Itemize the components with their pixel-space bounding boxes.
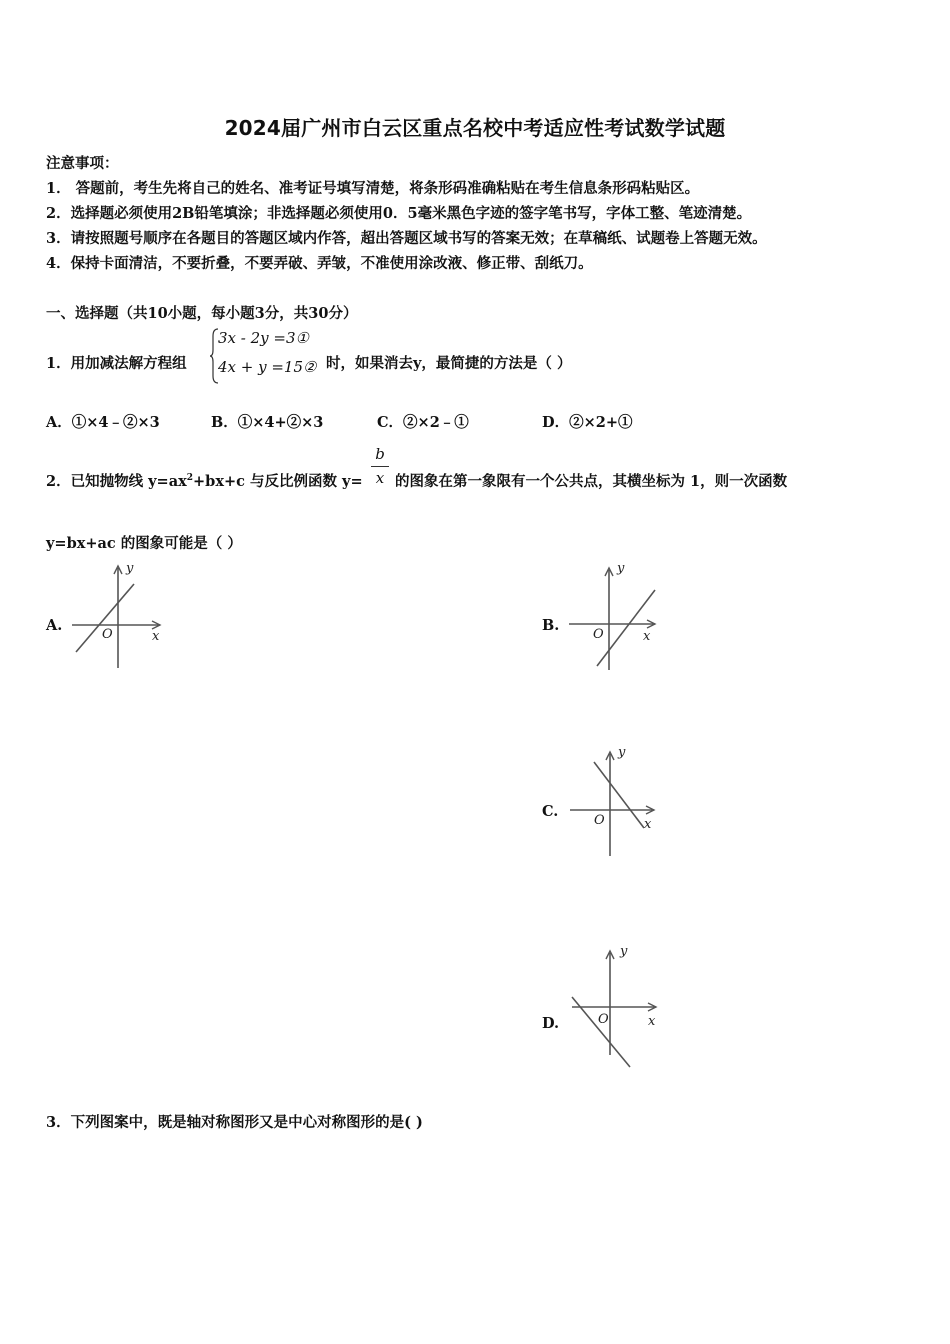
x-axis-label: x [644,817,652,832]
x-axis-label: x [643,629,651,644]
section-heading: 一、选择题（共10小题，每小题3分，共30分） [46,305,358,322]
x-axis-label: x [648,1014,656,1029]
q2-prefix-text: 2．已知抛物线 y=ax [46,473,187,490]
q2-graph-b[interactable] [565,562,665,672]
origin-label: O [102,627,113,642]
origin-label: O [593,627,604,642]
y-axis-label: y [618,745,626,760]
q1-suffix: 时，如果消去y，最简捷的方法是（ ） [326,355,572,372]
notice-item-3: 3．请按照题号顺序在各题目的答题区域内作答，超出答题区域书写的答案无效；在草稿纸、试题卷上答题无效。 [46,230,767,247]
y-axis-label: y [617,561,625,576]
fraction-denominator: x [375,469,385,487]
notice-item-2: 2．选择题必须使用2B铅笔填涂；非选择题必须使用0．5毫米黑色字迹的签字笔书写，字体工整、笔迹清楚。 [46,205,752,222]
q2-prefix [46,470,363,491]
notice-item-1: 1． 答题前，考生先将自己的姓名、准考证号填写清楚，将条形码准确粘贴在考生信息条形码粘贴区。 [46,180,700,197]
q2-graph-a[interactable] [70,560,170,670]
fraction-numerator: b [375,445,385,463]
fraction-b-over-x [371,444,389,487]
equation-2: 4x + y =15② [218,358,317,376]
y-axis-label: y [126,561,134,576]
q1-option-a[interactable]: A．①×4﹣②×3 [46,414,160,431]
q2-option-c-label[interactable]: C. [542,803,559,820]
y-axis-label: y [620,944,628,959]
notice-heading: 注意事项： [46,155,119,172]
origin-label: O [598,1012,609,1027]
fraction-bar [371,466,389,467]
equation-1: 3x - 2y =3① [218,329,309,347]
notice-item-4: 4．保持卡面清洁，不要折叠，不要弄破、弄皱，不准使用涂改液、修正带、刮纸刀。 [46,255,593,272]
q2-graph-c[interactable] [568,745,668,858]
q1-option-c[interactable]: C．②×2﹣① [377,414,469,431]
q2-option-a-label[interactable]: A. [46,617,63,634]
q2-line2: y=bx+ac 的图象可能是（ ） [46,535,242,552]
q1-option-b[interactable]: B．①×4+②×3 [211,414,324,431]
q3-text: 3．下列图案中，既是轴对称图形又是中心对称图形的是( ) [46,1114,423,1131]
q2-graph-d[interactable] [568,945,668,1070]
x-axis-label: x [152,629,160,644]
q2-mid-text: +bx+c 与反比例函数 y= [193,473,363,490]
q2-option-b-label[interactable]: B. [542,617,560,634]
q2-suffix: 的图象在第一象限有一个公共点，其横坐标为 1，则一次函数 [395,473,788,490]
page-title: 2024届广州市白云区重点名校中考适应性考试数学试题 [224,116,726,140]
q2-option-d-label[interactable]: D. [542,1015,560,1032]
q2-exponent: 2 [186,473,194,484]
q1-option-d[interactable]: D．②×2+① [542,414,633,431]
q1-prefix: 1．用加减法解方程组 [46,355,187,372]
equation-system [210,328,340,384]
origin-label: O [594,813,605,828]
